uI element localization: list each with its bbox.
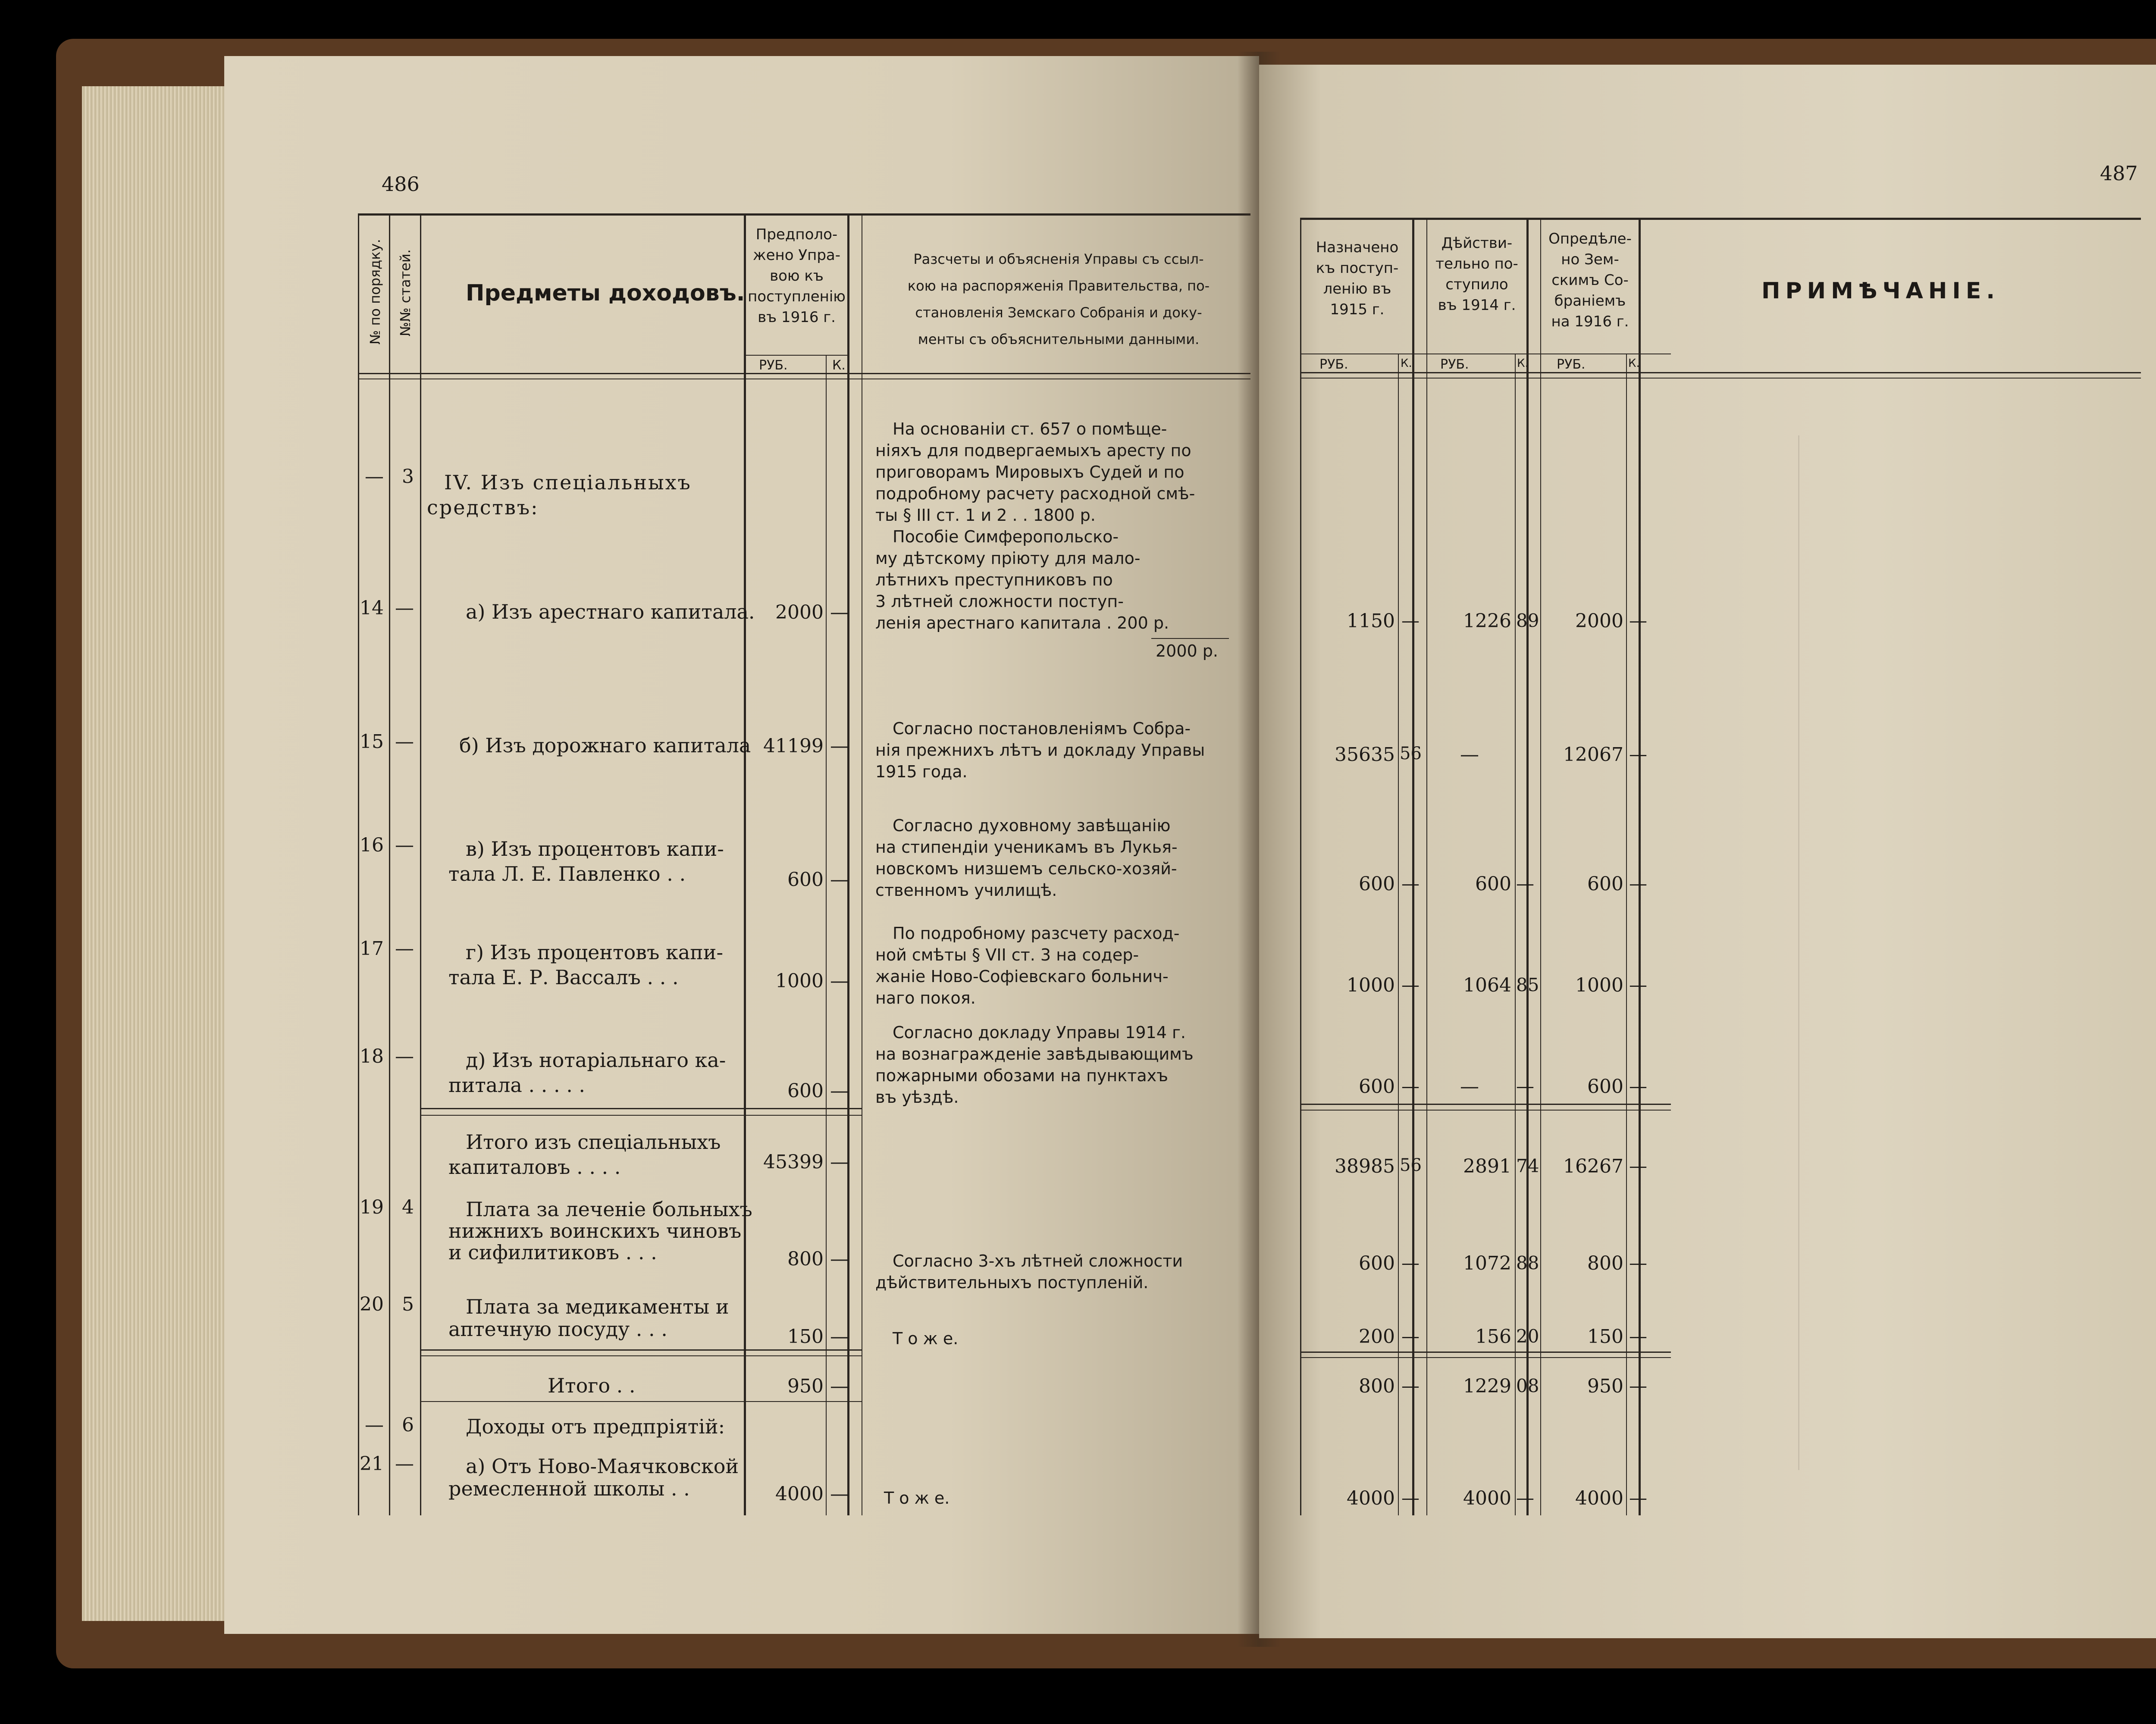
explanation-sum: 2000 р. bbox=[1156, 641, 1218, 660]
subtotal-rule bbox=[420, 1355, 862, 1356]
actual-rub: — bbox=[1460, 1076, 1479, 1098]
proposed-value: 2000 bbox=[775, 601, 824, 623]
determined-rub: 12067 bbox=[1563, 744, 1623, 766]
explanation-sum-rule bbox=[1151, 638, 1229, 639]
col-rule bbox=[1626, 354, 1627, 1515]
header-actual-line: тельно по- bbox=[1435, 255, 1518, 272]
explanation-fire-brigades bbox=[875, 1022, 1229, 1108]
assigned-rub: 200 bbox=[1359, 1326, 1395, 1348]
article-number: — bbox=[395, 1045, 414, 1067]
article-number: — bbox=[395, 1453, 414, 1475]
explanation-line: Согласно духовному завѣщанію bbox=[893, 816, 1171, 835]
explanation-line: на стипендіи ученикамъ въ Лукья- bbox=[875, 838, 1178, 857]
header-determined-line: скимъ Со- bbox=[1551, 272, 1629, 289]
assigned-rub: 1150 bbox=[1347, 610, 1395, 632]
determined-rub: 4000 bbox=[1575, 1487, 1623, 1509]
item-line: а) Отъ Ново-Маячковской bbox=[466, 1455, 739, 1478]
item-road-capital bbox=[459, 733, 751, 758]
row-number: 20 bbox=[360, 1293, 384, 1315]
col-rule bbox=[1398, 354, 1399, 1515]
actual-kop: 89 bbox=[1516, 610, 1539, 631]
determined-rub: 2000 bbox=[1575, 610, 1623, 632]
item-line: Плата за медикаменты и bbox=[466, 1295, 729, 1318]
determined-rub: 600 bbox=[1587, 873, 1623, 895]
assigned-rub: 4000 bbox=[1347, 1487, 1395, 1509]
explanation-same: Т о ж е. bbox=[893, 1329, 959, 1348]
actual-kop: — bbox=[1516, 1076, 1534, 1097]
header-proposed-line: Предполо- bbox=[755, 226, 838, 243]
header-determined-line: браніемъ bbox=[1554, 292, 1626, 310]
article-number: — bbox=[395, 834, 414, 856]
explanation-hospital bbox=[875, 923, 1229, 1009]
item-line: Итого . . bbox=[548, 1374, 636, 1397]
actual-rub: 1229 bbox=[1463, 1375, 1511, 1397]
header-assigned-line: къ поступ- bbox=[1316, 260, 1399, 277]
assigned-rub: 1000 bbox=[1347, 974, 1395, 996]
determined-kop: — bbox=[1629, 974, 1647, 995]
header-explanations-line: менты съ объяснительными данными. bbox=[918, 331, 1200, 347]
item-line: IV. Изъ спеціальныхъ bbox=[444, 471, 692, 494]
item-line: д) Изъ нотаріальнаго ка- bbox=[466, 1048, 726, 1072]
header-rub: РУБ. bbox=[1557, 357, 1586, 372]
article-number: — bbox=[395, 597, 414, 619]
assigned-kop: 56 bbox=[1400, 1155, 1422, 1175]
explanation-line: ніяхъ для подвергаемыхъ аресту по bbox=[875, 441, 1191, 460]
right-page bbox=[1259, 65, 2156, 1638]
explanation-line: му дѣтскому пріюту для мало- bbox=[875, 549, 1141, 568]
header-rub: РУБ. bbox=[759, 358, 788, 373]
kop-dash: — bbox=[830, 1483, 849, 1505]
header-explanations-line: кою на распоряженія Правительства, по- bbox=[907, 278, 1210, 294]
header-determined bbox=[1542, 228, 1639, 332]
actual-kop: 74 bbox=[1516, 1155, 1539, 1176]
header-explanations bbox=[867, 246, 1250, 353]
row-number: 19 bbox=[360, 1196, 384, 1218]
header-rub: РУБ. bbox=[1319, 357, 1348, 372]
item-line: средствъ: bbox=[427, 496, 539, 519]
header-items: Предметы доходовъ. bbox=[466, 280, 745, 306]
actual-kop: 85 bbox=[1516, 974, 1539, 995]
explanation-line: на вознагражденіе завѣдывающимъ bbox=[875, 1045, 1194, 1064]
determined-rub: 1000 bbox=[1575, 974, 1623, 996]
col-rule bbox=[1540, 218, 1541, 1515]
proposed-value: 600 bbox=[787, 1080, 824, 1102]
article-number: 6 bbox=[402, 1414, 414, 1436]
row-number: 17 bbox=[360, 938, 384, 960]
header-assigned bbox=[1302, 237, 1412, 320]
assigned-rub: 600 bbox=[1359, 873, 1395, 895]
determined-rub: 150 bbox=[1587, 1326, 1623, 1348]
proposed-value: 45399 bbox=[763, 1151, 824, 1173]
col-rule bbox=[389, 213, 390, 1515]
kop-dash: — bbox=[830, 1080, 849, 1102]
unit-rule bbox=[744, 355, 847, 356]
assigned-kop: — bbox=[1401, 974, 1420, 995]
explanation-line: подробному расчету расходной смѣ- bbox=[875, 484, 1195, 503]
assigned-rub: 600 bbox=[1359, 1252, 1395, 1274]
proposed-value: 4000 bbox=[775, 1483, 824, 1505]
explanation-line: пожарными обозами на пунктахъ bbox=[875, 1066, 1168, 1085]
col-rule bbox=[1300, 218, 1301, 1515]
row-number: — bbox=[365, 1414, 384, 1436]
actual-kop: 88 bbox=[1516, 1252, 1539, 1273]
explanation-line: ленія арестнаго капитала . 200 р. bbox=[875, 613, 1169, 632]
assigned-kop: — bbox=[1401, 1375, 1420, 1396]
assigned-kop: — bbox=[1401, 1252, 1420, 1273]
header-kop: К. bbox=[1628, 357, 1640, 370]
explanation-line: На основаніи ст. 657 о помѣще- bbox=[893, 419, 1167, 438]
determined-kop: — bbox=[1629, 744, 1647, 765]
header-explanations-line: Разсчеты и объясненія Управы съ ссыл- bbox=[913, 251, 1204, 267]
assigned-kop: — bbox=[1401, 1487, 1420, 1508]
subtotal-rule bbox=[420, 1401, 862, 1402]
determined-rub: 16267 bbox=[1563, 1155, 1623, 1177]
item-medicine-fee bbox=[448, 1295, 729, 1340]
header-note: ПРИМѢЧАНІЕ. bbox=[1761, 278, 2000, 304]
item-treatment-fee bbox=[448, 1198, 752, 1263]
header-explanations-line: становленія Земскаго Собранія и доку- bbox=[915, 304, 1202, 321]
article-number: 3 bbox=[402, 466, 414, 488]
col-rule bbox=[1515, 354, 1516, 1515]
kop-dash: — bbox=[830, 1248, 849, 1270]
header-kop: К. bbox=[832, 358, 846, 373]
header-actual bbox=[1427, 233, 1526, 316]
proposed-value: 950 bbox=[787, 1375, 824, 1397]
explanation-line: 1915 года. bbox=[875, 762, 968, 781]
subtotal-rule bbox=[1300, 1104, 1671, 1105]
header-proposed bbox=[746, 224, 847, 328]
header-article-number: №№ статей. bbox=[397, 249, 414, 336]
header-determined-line: Опредѣле- bbox=[1548, 230, 1632, 247]
assigned-rub: 800 bbox=[1359, 1375, 1395, 1397]
assigned-kop: — bbox=[1401, 1076, 1420, 1097]
assigned-kop: — bbox=[1401, 610, 1420, 631]
subtotal-rule bbox=[1300, 1110, 1671, 1111]
explanation-line: Согласно постановленіямъ Собра- bbox=[893, 719, 1191, 738]
item-line: тала Л. Е. Павленко . . bbox=[448, 862, 686, 885]
item-vassal-capital bbox=[448, 940, 723, 990]
header-proposed-line: жено Упра- bbox=[752, 247, 841, 264]
proposed-value: 1000 bbox=[775, 970, 824, 992]
subtotal-rule bbox=[420, 1108, 862, 1109]
explanation-line: дѣйствительныхъ поступленій. bbox=[875, 1273, 1149, 1292]
header-actual-line: Дѣйстви- bbox=[1441, 235, 1513, 252]
row-number: 15 bbox=[360, 731, 384, 753]
actual-rub: 1064 bbox=[1463, 974, 1511, 996]
item-total-special bbox=[448, 1130, 721, 1180]
determined-kop: — bbox=[1629, 610, 1647, 631]
row-number: — bbox=[365, 466, 384, 488]
actual-kop: 20 bbox=[1516, 1326, 1539, 1347]
header-actual-line: въ 1914 г. bbox=[1438, 297, 1516, 314]
explanation-line: 3 лѣтней сложности поступ- bbox=[875, 592, 1124, 611]
item-line: Плата за леченіе больныхъ bbox=[466, 1198, 752, 1221]
article-number: — bbox=[395, 731, 414, 753]
explanation-line: Пособіе Симферопольско- bbox=[893, 527, 1119, 546]
header-proposed-line: вою къ bbox=[770, 267, 824, 285]
kop-dash: — bbox=[830, 869, 849, 891]
col-rule bbox=[1426, 218, 1427, 1515]
col-rule bbox=[744, 213, 746, 1515]
header-bottom-rule bbox=[358, 373, 1250, 374]
actual-rub: 600 bbox=[1475, 873, 1511, 895]
explanation-line: нія прежнихъ лѣтъ и докладу Управы bbox=[875, 741, 1205, 760]
header-proposed-line: поступленію bbox=[748, 288, 846, 305]
page-number-right: 487 bbox=[2100, 162, 2138, 185]
explanation-line: ты § III ст. 1 и 2 . . 1800 р. bbox=[875, 506, 1096, 525]
explanation-line: По подробному разсчету расход- bbox=[893, 924, 1180, 943]
kop-dash: — bbox=[830, 1326, 849, 1348]
explanation-same: Т о ж е. bbox=[884, 1489, 950, 1508]
explanation-road-capital bbox=[875, 718, 1229, 782]
actual-rub: 4000 bbox=[1463, 1487, 1511, 1509]
kop-dash: — bbox=[830, 601, 849, 623]
item-line: аптечную посуду . . . bbox=[448, 1317, 667, 1341]
proposed-value: 600 bbox=[787, 869, 824, 891]
determined-kop: — bbox=[1629, 1252, 1647, 1273]
header-kop: К. bbox=[1517, 357, 1529, 370]
assigned-kop: 56 bbox=[1400, 744, 1422, 763]
explanation-arrest-premises bbox=[875, 418, 1229, 526]
proposed-value: 800 bbox=[787, 1248, 824, 1270]
explanation-will bbox=[875, 815, 1229, 901]
subtotal-rule bbox=[420, 1115, 862, 1116]
determined-kop: — bbox=[1629, 1375, 1647, 1396]
item-arrest-capital bbox=[466, 599, 755, 624]
header-determined-line: но Зем- bbox=[1561, 251, 1619, 268]
item-line: Итого изъ спеціальныхъ bbox=[466, 1130, 721, 1154]
determined-rub: 800 bbox=[1587, 1252, 1623, 1274]
col-rule bbox=[1412, 218, 1414, 1515]
determined-rub: 600 bbox=[1587, 1076, 1623, 1098]
item-line: б) Изъ дорожнаго капитала bbox=[459, 734, 751, 757]
left-page bbox=[224, 56, 1259, 1634]
article-number: — bbox=[395, 938, 414, 960]
kop-dash: — bbox=[830, 1151, 849, 1173]
left-page-edges bbox=[82, 86, 229, 1621]
item-line: а) Изъ арестнаго капитала. bbox=[466, 600, 755, 623]
header-proposed-line: въ 1916 г. bbox=[758, 309, 836, 326]
kop-dash: — bbox=[830, 735, 849, 757]
actual-kop: 08 bbox=[1516, 1375, 1539, 1396]
assigned-rub: 38985 bbox=[1335, 1155, 1395, 1177]
header-actual-line: ступило bbox=[1445, 276, 1508, 293]
item-enterprise-income bbox=[466, 1414, 725, 1439]
bleed-through bbox=[1798, 435, 2058, 1470]
determined-kop: — bbox=[1629, 1326, 1647, 1347]
explanation-three-year bbox=[875, 1250, 1229, 1293]
header-assigned-line: ленію въ bbox=[1323, 280, 1391, 297]
actual-rub: 156 bbox=[1475, 1326, 1511, 1348]
explanation-line: приговорамъ Мировыхъ Судей и по bbox=[875, 463, 1185, 482]
header-assigned-line: Назначено bbox=[1316, 239, 1399, 256]
kop-dash: — bbox=[830, 1375, 849, 1397]
assigned-rub: 35635 bbox=[1335, 744, 1395, 766]
proposed-value: 150 bbox=[787, 1326, 824, 1348]
header-assigned-line: 1915 г. bbox=[1330, 301, 1385, 318]
explanation-line: Согласно 3-хъ лѣтней сложности bbox=[893, 1252, 1183, 1270]
header-rub: РУБ. bbox=[1440, 357, 1469, 372]
proposed-value: 41199 bbox=[763, 735, 824, 757]
item-line: тала Е. Р. Вассалъ . . . bbox=[448, 966, 679, 989]
determined-kop: — bbox=[1629, 1487, 1647, 1508]
table-top-rule bbox=[358, 213, 1250, 216]
col-rule bbox=[420, 213, 421, 1515]
item-line: в) Изъ процентовъ капи- bbox=[466, 837, 724, 860]
actual-rub: 2891 bbox=[1463, 1155, 1511, 1177]
explanation-line: наго покоя. bbox=[875, 989, 976, 1007]
explanation-line: ной смѣты § VII ст. 3 на содер- bbox=[875, 945, 1139, 964]
explanation-line: новскомъ низшемъ сельско-хозяй- bbox=[875, 859, 1177, 878]
assigned-rub: 600 bbox=[1359, 1076, 1395, 1098]
col-rule bbox=[847, 213, 849, 1515]
explanation-line: Согласно докладу Управы 1914 г. bbox=[893, 1023, 1186, 1042]
row-number: 18 bbox=[360, 1045, 384, 1067]
item-line: капиталовъ . . . . bbox=[448, 1155, 621, 1179]
item-line: Доходы отъ предпріятій: bbox=[466, 1415, 725, 1438]
assigned-kop: — bbox=[1401, 873, 1420, 894]
item-notary-capital bbox=[448, 1048, 726, 1098]
explanation-line: жаніе Ново-Софіевскаго больнич- bbox=[875, 967, 1169, 986]
col-rule bbox=[1639, 218, 1641, 1515]
kop-dash: — bbox=[830, 970, 849, 992]
subtotal-rule bbox=[1300, 1352, 1671, 1353]
article-number: 5 bbox=[402, 1293, 414, 1315]
item-line: питала . . . . . bbox=[448, 1073, 586, 1097]
header-row-number: № по порядку. bbox=[367, 239, 383, 344]
actual-rub: — bbox=[1460, 744, 1479, 766]
header-determined-line: на 1916 г. bbox=[1551, 313, 1629, 330]
row-number: 14 bbox=[360, 597, 384, 619]
row-number: 21 bbox=[360, 1453, 384, 1475]
item-line: ремесленной школы . . bbox=[448, 1477, 690, 1500]
page-number-left: 486 bbox=[382, 172, 420, 196]
determined-kop: — bbox=[1629, 1076, 1647, 1097]
item-line: и сифилитиковъ . . . bbox=[448, 1241, 657, 1264]
explanation-line: въ уѣздѣ. bbox=[875, 1088, 959, 1107]
assigned-kop: — bbox=[1401, 1326, 1420, 1347]
determined-rub: 950 bbox=[1587, 1375, 1623, 1397]
header-kop: К. bbox=[1401, 357, 1412, 370]
col-rule bbox=[826, 356, 827, 1515]
actual-kop: — bbox=[1516, 1487, 1534, 1508]
explanation-line: ственномъ училищѣ. bbox=[875, 881, 1057, 900]
item-special-funds bbox=[427, 470, 692, 520]
row-number: 16 bbox=[360, 834, 384, 856]
determined-kop: — bbox=[1629, 873, 1647, 894]
actual-kop: — bbox=[1516, 873, 1534, 894]
item-subtotal bbox=[548, 1373, 636, 1398]
col-rule bbox=[1526, 218, 1529, 1515]
actual-rub: 1226 bbox=[1463, 610, 1511, 632]
explanation-line: лѣтнихъ преступниковъ по bbox=[875, 570, 1113, 589]
item-pavlenko-capital bbox=[448, 836, 724, 886]
item-school-income bbox=[448, 1455, 739, 1500]
actual-rub: 1072 bbox=[1463, 1252, 1511, 1274]
article-number: 4 bbox=[402, 1196, 414, 1218]
subtotal-rule bbox=[1300, 1357, 1671, 1358]
col-rule bbox=[358, 213, 359, 1515]
item-line: г) Изъ процентовъ капи- bbox=[466, 941, 723, 964]
item-line: нижнихъ воинскихъ чиновъ bbox=[448, 1219, 742, 1242]
subtotal-rule bbox=[420, 1349, 862, 1351]
determined-kop: — bbox=[1629, 1155, 1647, 1176]
explanation-shelter-grant bbox=[875, 526, 1229, 634]
